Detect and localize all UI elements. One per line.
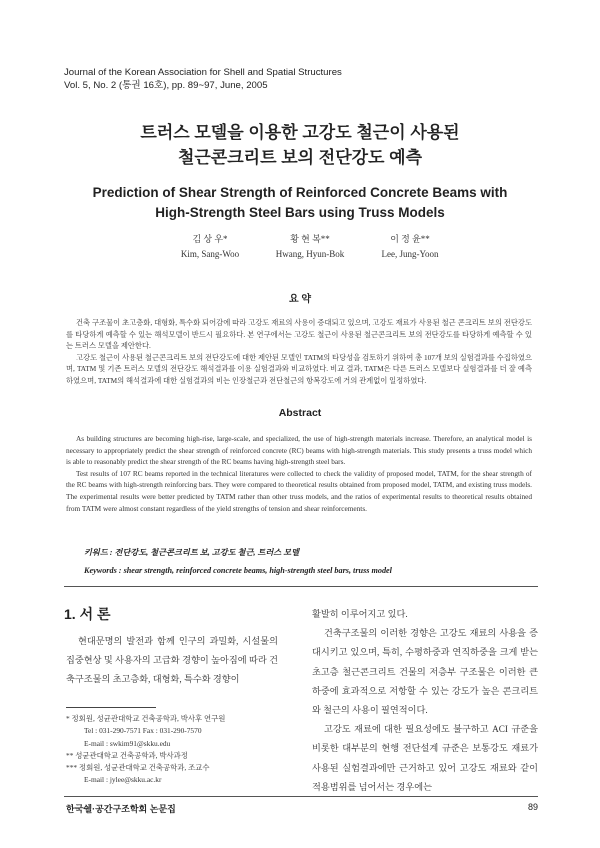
page-number: 89 — [527, 802, 538, 812]
author-name-en: Lee, Jung-Yoon — [381, 249, 439, 259]
footnote-tel-fax: Tel : 031-290-7571 Fax : 031-290-7570 — [84, 726, 202, 736]
abstract-body — [66, 433, 532, 514]
journal-name: Journal of the Korean Association for Shell and Spatial Structures — [64, 67, 342, 78]
footnote: ** 성균관대학교 건축공학과, 박사과정 — [66, 750, 188, 760]
title-en-line1: Prediction of Shear Strength of Reinforced Concrete Beams with — [92, 185, 508, 200]
intro-paragraph: 고강도 재료에 대한 필요성에도 불구하고 ACI 규준을 비롯한 대부분의 현행 전단설계 규준은 보통강도 재료가 사용된 실험결과에만 근거하고 있어 고강도 재료와 같이 적용범위를 넘어서는 경우에는 — [312, 724, 538, 792]
author-name-en: Kim, Sang-Woo — [180, 249, 240, 259]
footnotes — [66, 713, 296, 787]
abstract-heading: Abstract — [278, 407, 322, 419]
footnote-rule — [66, 707, 156, 708]
footnote: *** 정회원, 성균관대학교 건축공학과, 조교수 — [66, 763, 210, 773]
footer-journal: 한국쉘·공간구조학회 논문집 — [66, 804, 176, 814]
author-name-ko: 김 상 우* — [192, 234, 228, 244]
author-name-ko: 황 현 복** — [290, 234, 330, 244]
footnote-email: E-mail : swkim91@skku.edu — [84, 738, 171, 748]
author-name-en: Hwang, Hyun-Bok — [275, 249, 345, 259]
abstract-paragraph: As building structures are becoming high-rise, large-scale, and specialized, the use of high-strength materials increase. Therefore, an analytical model is necessary to appropriately predict the shear strength of reinforced concrete (RC) beams with high-strength materials. This study presents a truss model which is able to reasonably predict the shear strength of the RC beams having high-strength steel bars. — [66, 434, 532, 467]
intro-paragraph: 활발히 이루어지고 있다. — [312, 609, 408, 619]
author — [360, 232, 460, 262]
authors — [160, 232, 460, 262]
intro-paragraph: 건축구조물의 이러한 경향은 고강도 재료의 사용을 증대시키고 있으며, 특히, 수평하중과 연직하중을 크게 받는 초고층 철근콘크리트 건물의 저층부 구조물은 이러한 큰 하중에 효과적으로 저항할 수 있는 강도가 높은 콘크리트와 철근의 사용이 필연적이다. — [312, 628, 538, 716]
keywords-en: Keywords : shear strength, reinforced concrete beams, high-strength steel bars, truss model — [84, 566, 392, 575]
summary-paragraph: 건축 구조물이 초고층화, 대형화, 특수화 되어감에 따라 고강도 재료의 사용이 증대되고 있으며, 고강도 재료가 사용된 철근 콘크리트 보의 전단강도를 타당하게 예측할 수 있는 해석모델이 반드시 필요하다. 본 연구에서는 고강도 철근이 사용된 철근콘크리트 보의 전단강도를 타당하게 예측할 수 있는 트러스 모델을 제안한다. — [66, 318, 532, 351]
intro-column-right — [312, 605, 538, 797]
footnote-email: E-mail : jylee@skku.ac.kr — [84, 775, 162, 785]
summary-body — [66, 317, 532, 387]
footer-rule — [64, 796, 538, 797]
author-name-ko: 이 정 윤** — [390, 234, 430, 244]
title-ko-line2: 철근콘크리트 보의 전단강도 예측 — [177, 148, 423, 167]
summary-heading: 요 약 — [288, 294, 312, 305]
abstract-paragraph: Test results of 107 RC beams reported in the technical literatures were collected to check the validity of proposed model, TATM, for the shear strength of the RC beams with high-strength reinforcing bars. They were compared to theoretical results obtained from proposed model, TATM, and existing truss models. The experimental results were better predicted by TATM rather than other truss models, and the ratios of experimental results to theoretical results obtained from TATM were almost constant regardless of the yield strengths of tension and shear reinforcements. — [66, 468, 532, 513]
title-ko-line1: 트러스 모델을 이용한 고강도 철근이 사용된 — [140, 123, 460, 142]
journal-header — [64, 67, 342, 92]
section-heading-intro: 1. 서 론 — [64, 606, 111, 622]
footnote: * 정회원, 성균관대학교 건축공학과, 박사후 연구원 — [66, 714, 226, 723]
intro-column-left — [66, 632, 278, 690]
intro-paragraph: 현대문명의 발전과 함께 인구의 과밀화, 시설물의 집중현상 및 사용자의 고급화 경향이 높아짐에 따라 건축구조물의 초고층화, 대형화, 특수화 경향이 — [66, 636, 278, 685]
keywords-ko: 키워드 : 전단강도, 철근콘크리트 보, 고강도 철근, 트러스 모델 — [84, 548, 300, 557]
title-en-line2: High-Strength Steel Bars using Truss Models — [155, 205, 445, 220]
author — [260, 232, 360, 262]
divider — [64, 586, 538, 587]
summary-paragraph: 고강도 철근이 사용된 철근콘크리트 보의 전단강도에 대한 제안된 모델인 TATM의 타당성을 검토하기 위하여 총 107개 보의 실험결과를 수집하였으며, TATM 및 기존 트러스 모델의 전단강도 해석결과를 이용 실험결과와 비교하였다. 비교 결과, TATM은 다른 트러스 모델보다 실험결과를 더 잘 예측하였으며, TATM의 해석결과에 대한 실험결과의 비는 인장철근과 전단철근의 항복강도에 거의 관계없이 일정하였다. — [66, 352, 532, 385]
author — [160, 232, 260, 262]
journal-volume: Vol. 5, No. 2 (통권 16호), pp. 89~97, June, 2005 — [64, 79, 268, 91]
